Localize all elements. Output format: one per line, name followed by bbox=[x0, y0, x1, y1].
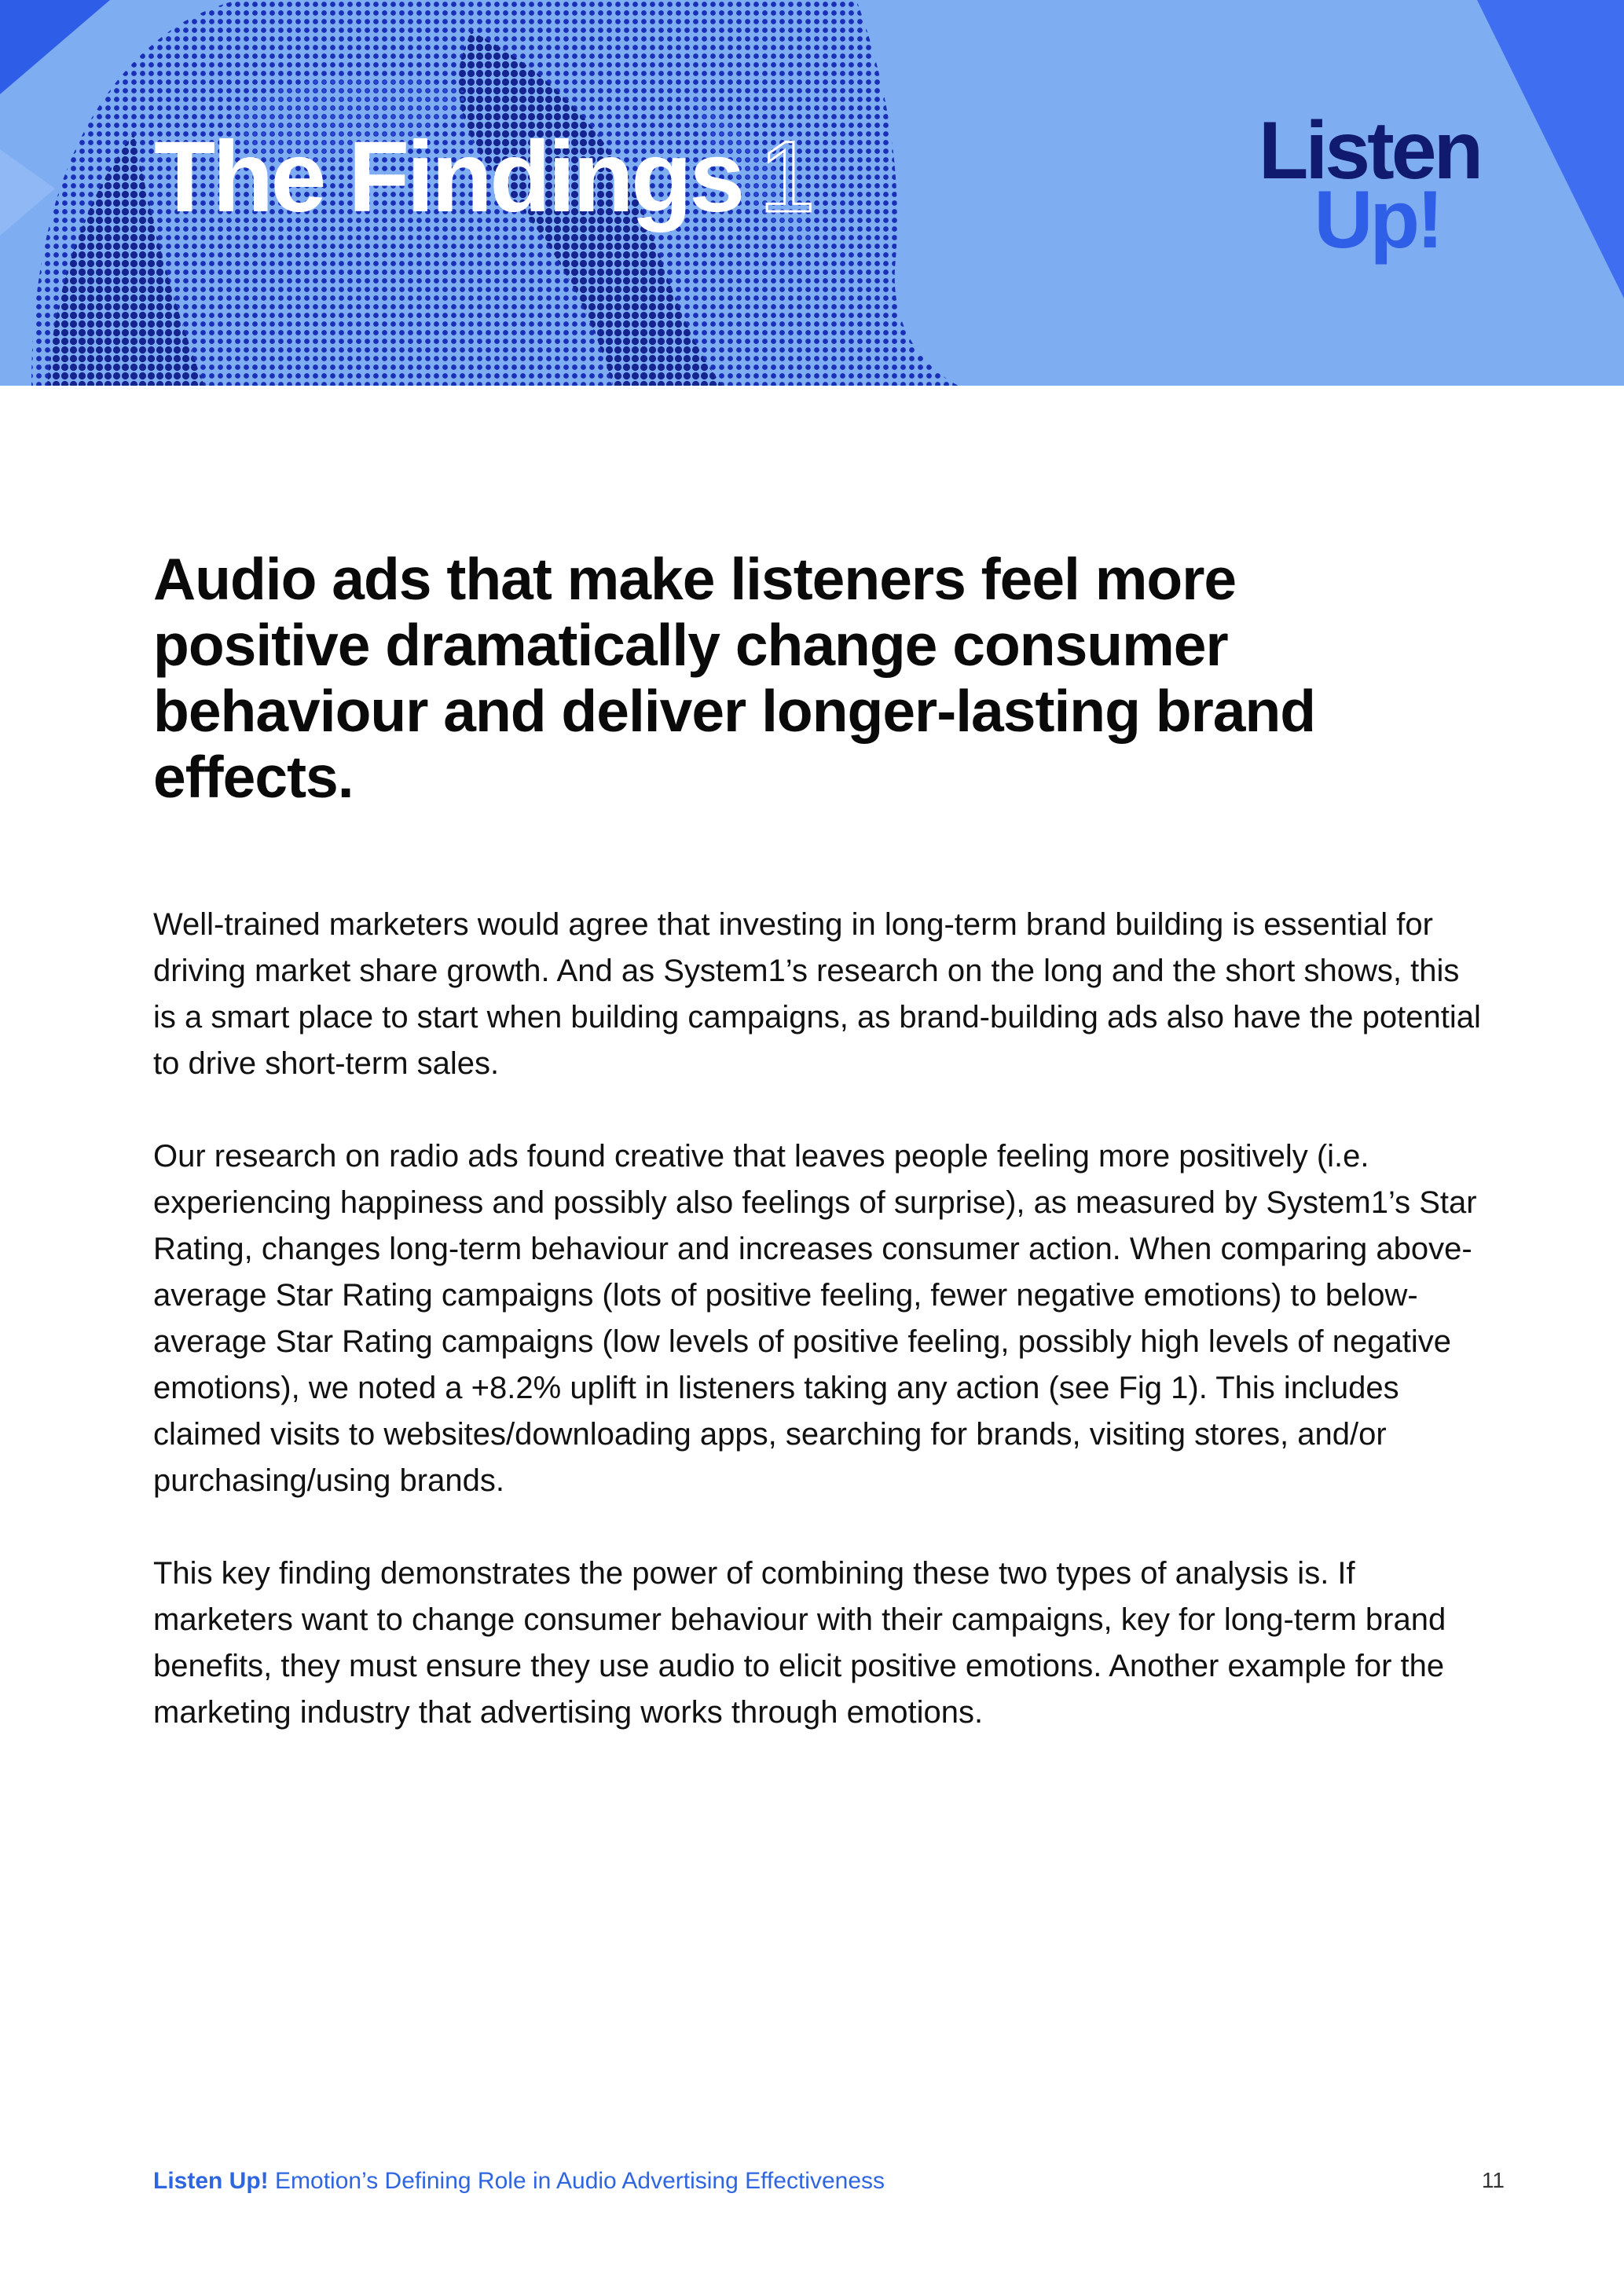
logo-line-listen: Listen bbox=[1258, 105, 1481, 196]
page-number: 11 bbox=[1481, 2168, 1505, 2192]
page-title bbox=[154, 121, 812, 233]
paragraph: Our research on radio ads found creative that leaves people feeling more positively (i.e. experiencing happiness and possibly also feelings of surprise), as measured by System1’s Star Rating, changes long-term behaviour and increases consumer action. When comparing above-average Star Rating campaigns (lots of positive feeling, fewer negative emotions) to below-average Star Rating campaigns (low levels of positive feeling, possibly high levels of negative emotions), we noted a +8.2% uplift in listeners taking any action (see Fig 1). This includes claimed visits to websites/downloading apps, searching for brands, visiting stores, and/or purchasing/using brands. bbox=[153, 1139, 1477, 1498]
paragraph: This key finding demonstrates the power of combining these two types of analysis is. If marketers want to change consumer behaviour with their campaigns, key for long-term brand benefits, they must ensure they use audio to elicit positive emotions. Another example for the marketing industry that advertising works through emotions. bbox=[153, 1556, 1446, 1730]
section-headline: Audio ads that make listeners feel more positive dramatically change consumer behaviour and deliver longer-lasting brand effects. bbox=[153, 546, 1316, 810]
listen-up-logo bbox=[1236, 105, 1503, 266]
footer-brand: Listen Up! bbox=[153, 2168, 269, 2194]
hero-banner bbox=[0, 0, 1624, 386]
page-title-number: 1 bbox=[759, 121, 812, 233]
body-text bbox=[153, 902, 1489, 1782]
footer-subtitle: Emotion’s Defining Role in Audio Advertising Effectiveness bbox=[275, 2168, 885, 2194]
page-footer bbox=[153, 2168, 1505, 2199]
logo-line-up: Up! bbox=[1314, 174, 1441, 266]
paragraph: Well-trained marketers would agree that investing in long-term brand building is essential for driving market share growth. And as System1’s research on the long and the short shows, this is a smart place to start when building campaigns, as brand-building ads also have the potential to drive short-term sales. bbox=[153, 907, 1481, 1081]
page-title-text: The Findings bbox=[154, 121, 742, 233]
